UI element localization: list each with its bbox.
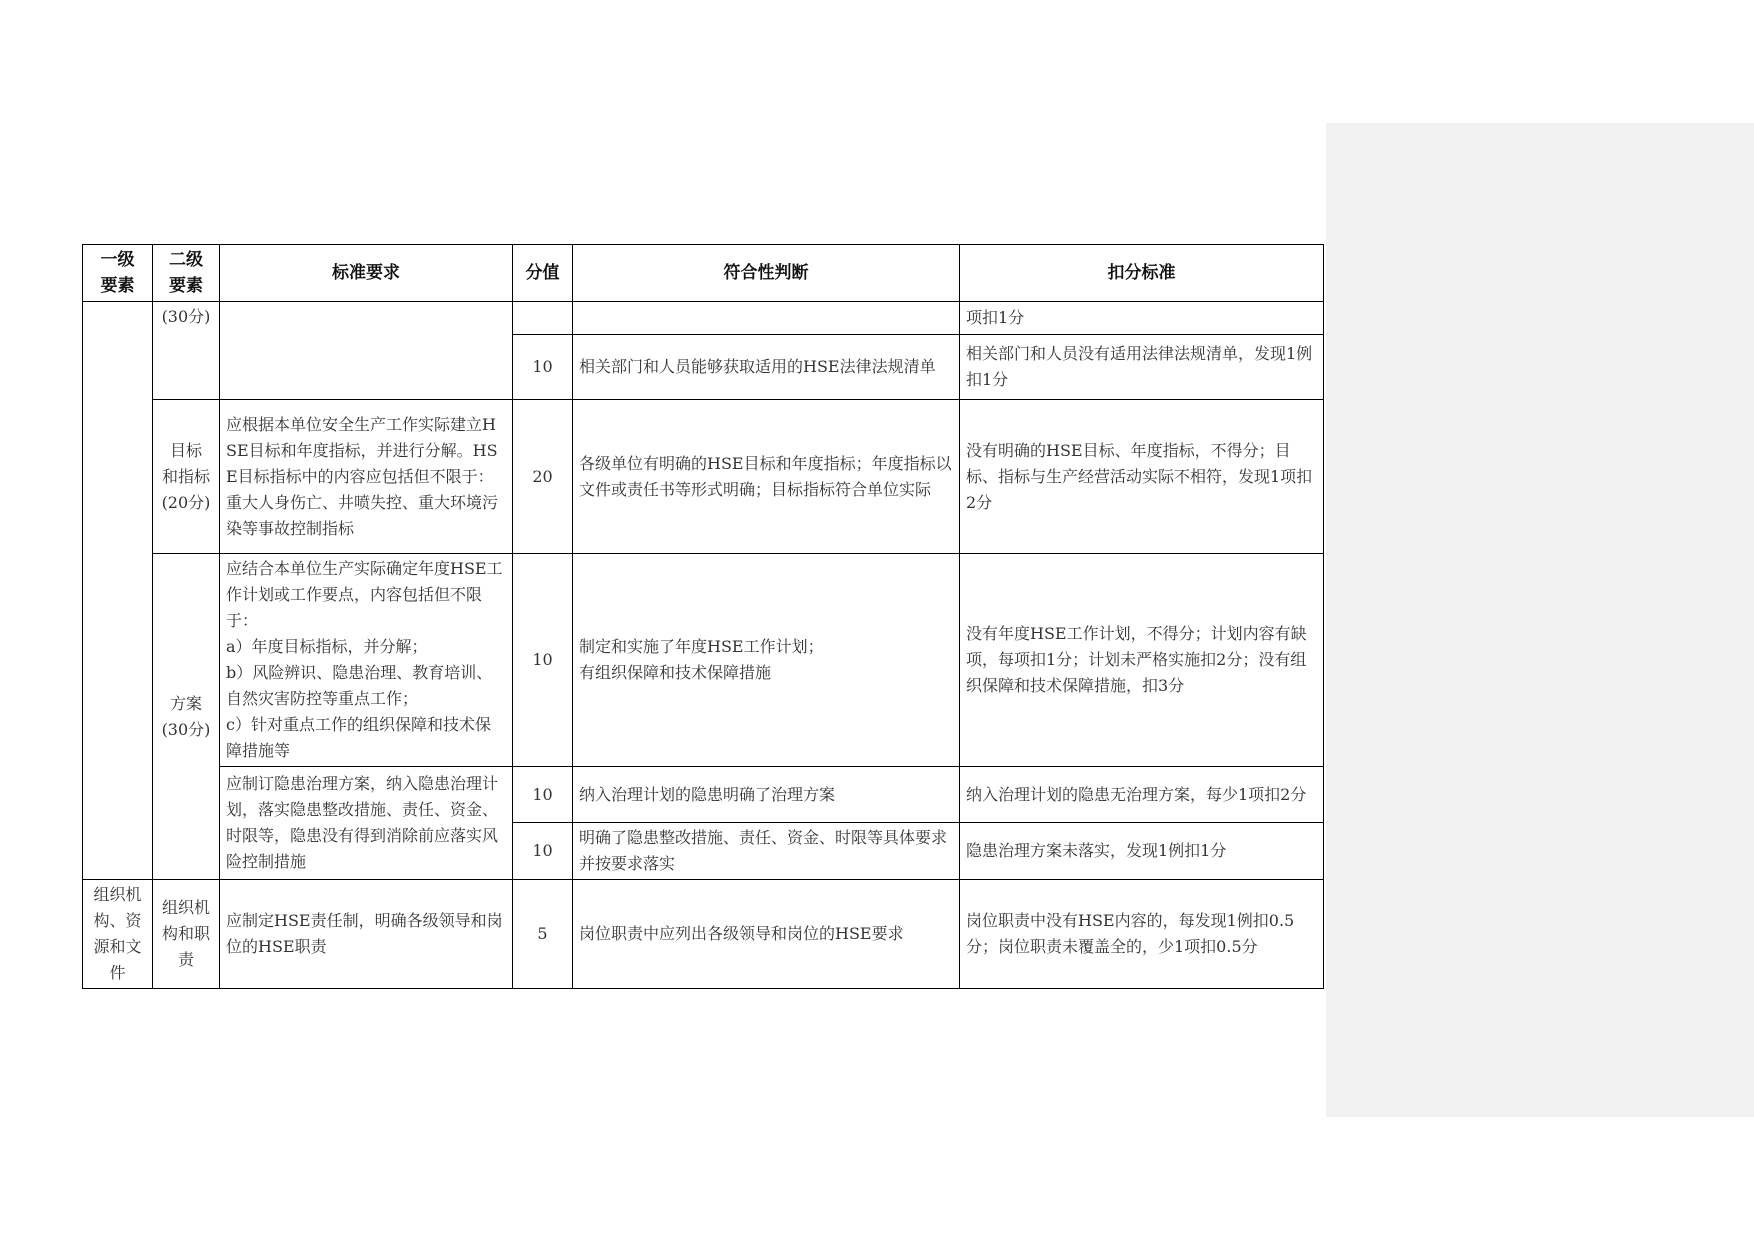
cell-compliance: 明确了隐患整改措施、责任、资金、时限等具体要求并按要求落实 [573, 823, 960, 880]
cell-compliance: 相关部门和人员能够获取适用的HSE法律法规清单 [573, 335, 960, 400]
cell-level2: 组织机构和职责 [153, 880, 220, 989]
cell-deduction: 纳入治理计划的隐患无治理方案，每少1项扣2分 [960, 767, 1324, 823]
table-row [83, 400, 1324, 554]
cell-compliance [573, 302, 960, 335]
cell-score: 10 [513, 335, 573, 400]
cell-compliance: 岗位职责中应列出各级领导和岗位的HSE要求 [573, 880, 960, 989]
cell-level1-continued [83, 302, 153, 880]
cell-score: 10 [513, 823, 573, 880]
table-row [83, 554, 1324, 767]
cell-compliance: 各级单位有明确的HSE目标和年度指标；年度指标以文件或责任书等形式明确；目标指标符合单位实际 [573, 400, 960, 554]
cell-deduction: 岗位职责中没有HSE内容的，每发现1例扣0.5分；岗位职责未覆盖全的，少1项扣0.5分 [960, 880, 1324, 989]
cell-requirement: 应根据本单位安全生产工作实际建立HSE目标和年度指标，并进行分解。HSE目标指标中的内容应包括但不限于：重大人身伤亡、井喷失控、重大环境污染等事故控制指标 [220, 400, 513, 554]
cell-requirement: 应结合本单位生产实际确定年度HSE工作计划或工作要点，内容包括但不限于： a）年度目标指标，并分解； b）风险辨识、隐患治理、教育培训、自然灾害防控等重点工作； c）针对重点工作的组织保障和技术保障措施等 [220, 554, 513, 767]
cell-score: 10 [513, 767, 573, 823]
header-deduction: 扣分标准 [960, 245, 1324, 302]
cell-deduction: 没有年度HSE工作计划，不得分；计划内容有缺项，每项扣1分；计划未严格实施扣2分；没有组织保障和技术保障措施，扣3分 [960, 554, 1324, 767]
header-level2: 二级 要素 [153, 245, 220, 302]
cell-compliance: 纳入治理计划的隐患明确了治理方案 [573, 767, 960, 823]
cell-level2: 方案 (30分) [153, 554, 220, 880]
cell-level2: 目标 和指标 (20分) [153, 400, 220, 554]
table-row [83, 767, 1324, 823]
cell-level1: 组织机构、资源和文件 [83, 880, 153, 989]
header-row [83, 245, 1324, 302]
header-compliance: 符合性判断 [573, 245, 960, 302]
cell-deduction: 项扣1分 [960, 302, 1324, 335]
cell-requirement: 应制订隐患治理方案，纳入隐患治理计划，落实隐患整改措施、责任、资金、时限等，隐患没有得到消除前应落实风险控制措施 [220, 767, 513, 880]
cell-deduction: 没有明确的HSE目标、年度指标，不得分；目标、指标与生产经营活动实际不相符，发现1项扣2分 [960, 400, 1324, 554]
cell-requirement [220, 302, 513, 400]
table-row [83, 880, 1324, 989]
cell-level2: (30分) [153, 302, 220, 400]
cell-score: 5 [513, 880, 573, 989]
header-level1: 一级 要素 [83, 245, 153, 302]
header-requirement: 标准要求 [220, 245, 513, 302]
cell-deduction: 相关部门和人员没有适用法律法规清单，发现1例扣1分 [960, 335, 1324, 400]
table-row [83, 302, 1324, 335]
cell-deduction: 隐患治理方案未落实，发现1例扣1分 [960, 823, 1324, 880]
header-score: 分值 [513, 245, 573, 302]
comment-margin-pane [1326, 123, 1754, 1117]
cell-requirement: 应制定HSE责任制，明确各级领导和岗位的HSE职责 [220, 880, 513, 989]
hse-standard-table [82, 244, 1324, 989]
cell-score: 10 [513, 554, 573, 767]
cell-compliance: 制定和实施了年度HSE工作计划； 有组织保障和技术保障措施 [573, 554, 960, 767]
cell-score: 20 [513, 400, 573, 554]
cell-score [513, 302, 573, 335]
